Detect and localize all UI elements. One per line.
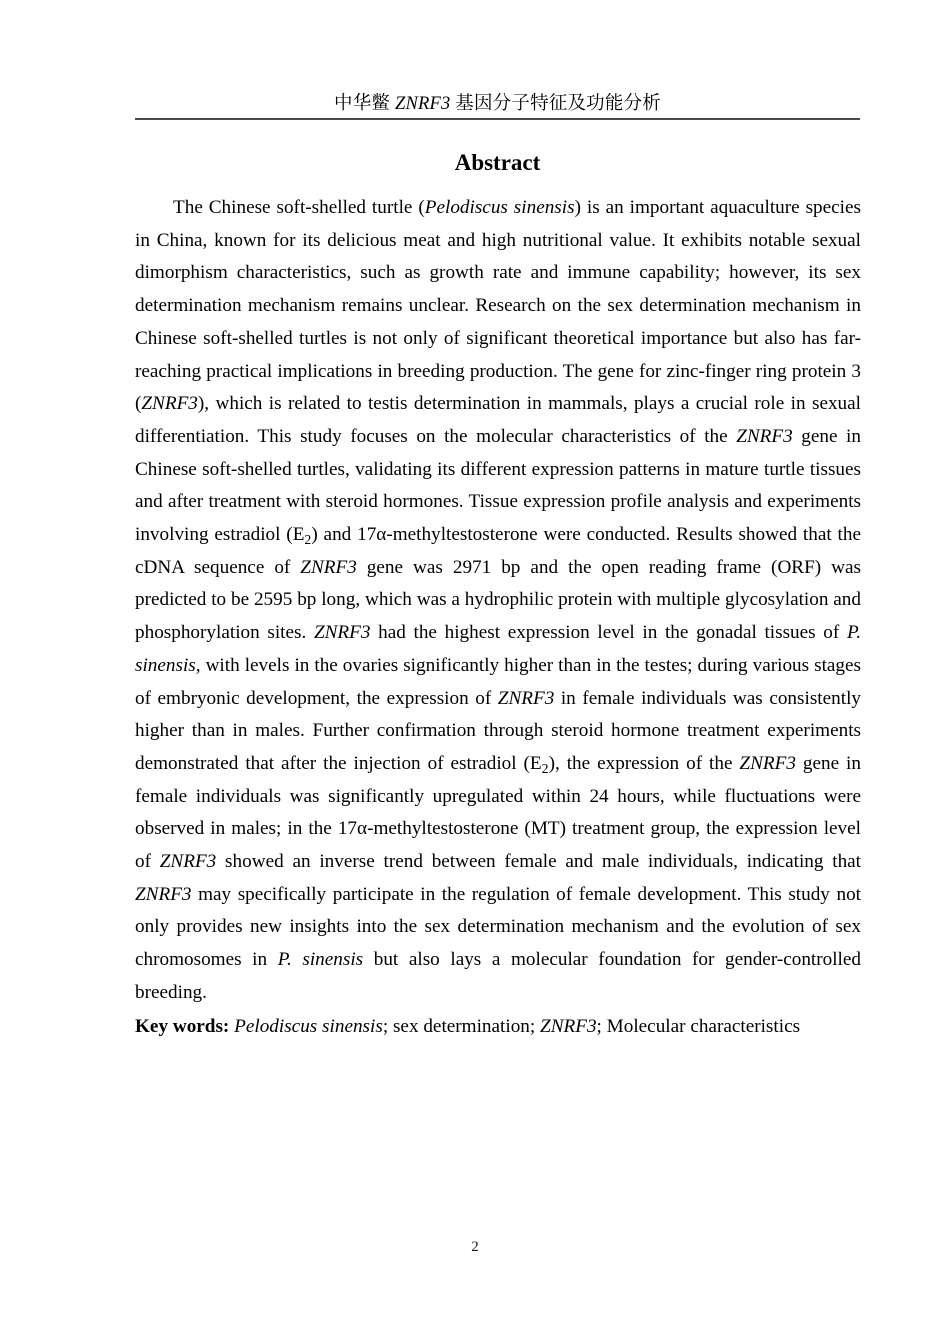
keywords-label: Key words:	[135, 1015, 230, 1037]
text-run: ) is an important aquaculture species in China, known for its delicious meat and high nutritional value. It exhibits notable sexual dimorphism characteristics, such as growth rate and immune capability; however, its sex determination mechanism remains unclear. Research on the sex determination mechanism in Chinese soft-shelled turtles is not only of significant theoretical importance but also has far-reaching practical implications in breeding production. The gene for zinc-finger ring protein 3 (	[135, 197, 861, 415]
text-run: in female individuals was consistently higher than in males. Further confirmation through steroid hormone treatment experiments demonstrated that after the injection of estradiol (E	[135, 687, 861, 774]
italic-term: ZNRF3	[159, 851, 217, 873]
italic-term: ZNRF3	[313, 622, 371, 644]
italic-term: ZNRF3	[736, 425, 793, 447]
page-number: 2	[471, 1239, 479, 1255]
keywords-line	[135, 1011, 861, 1044]
italic-term: ZNRF3	[497, 687, 555, 709]
text-run: gene in female individuals was significantly upregulated within 24 hours, while fluctuations were observed in males; in the 17α-methyltestosterone (MT) treatment group, the expression level of	[135, 752, 861, 873]
italic-term: P. sinensis	[277, 949, 364, 971]
running-header-prefix: 中华鳖	[334, 94, 395, 114]
text-run: ), which is related to testis determination in mammals, plays a crucial role in sexual differentiation. This study focuses on the molecular characteristics of the	[135, 393, 861, 447]
italic-term: ZNRF3	[300, 556, 357, 578]
text-run: ; Molecular characteristics	[596, 1015, 801, 1037]
abstract-body	[135, 192, 861, 1043]
text-run: but also lays a molecular foundation for gender-controlled breeding.	[135, 949, 862, 1003]
running-header-gene: ZNRF3	[394, 94, 451, 114]
italic-term: Pelodiscus sinensis	[234, 1015, 383, 1037]
text-run: gene was 2971 bp and the open reading frame (ORF) was predicted to be 2595 bp long, which was a hydrophilic protein with multiple glycosylation and phosphorylation sites.	[135, 556, 861, 644]
keywords-values	[229, 1016, 800, 1037]
text-run: ; sex determination;	[382, 1015, 541, 1037]
text-run: gene in Chinese soft-shelled turtles, validating its different expression patterns in mature turtle tissues and after treatment with steroid hormones. Tissue expression profile analysis and experiments involving estradiol (E	[135, 425, 861, 546]
italic-term: Pelodiscus sinensis	[424, 197, 575, 218]
text-run: had the highest expression level in the gonadal tissues of	[370, 622, 847, 644]
text-run: The Chinese soft-shelled turtle (	[173, 197, 425, 218]
text-run: ), the expression of the	[548, 752, 740, 774]
text-run: , with levels in the ovaries significantly higher than in the testes; during various stages of embryonic development, the expression of	[135, 654, 861, 709]
running-header-text	[135, 92, 860, 116]
italic-term: ZNRF3	[739, 752, 796, 774]
page-title: Abstract	[454, 150, 541, 176]
running-header	[135, 92, 860, 120]
running-header-suffix: 基因分子特征及功能分析	[450, 94, 661, 114]
text-run: ) and 17α-methyltestosterone were conducted. Results showed that the cDNA sequence of	[135, 524, 861, 578]
subscript-text: 2	[304, 531, 312, 547]
italic-term: P. sinensis	[135, 622, 861, 676]
italic-term: ZNRF3	[141, 393, 198, 415]
italic-term: ZNRF3	[135, 883, 192, 905]
text-run: showed an inverse trend between female and male individuals, indicating that	[216, 851, 862, 873]
header-divider	[135, 118, 860, 120]
abstract-paragraph	[135, 192, 861, 1010]
subscript-text: 2	[541, 760, 549, 776]
italic-term: ZNRF3	[540, 1015, 597, 1037]
text-run: may specifically participate in the regulation of female development. This study not only provides new insights into the sex determination mechanism and the evolution of sex chromosomes in	[135, 883, 861, 971]
